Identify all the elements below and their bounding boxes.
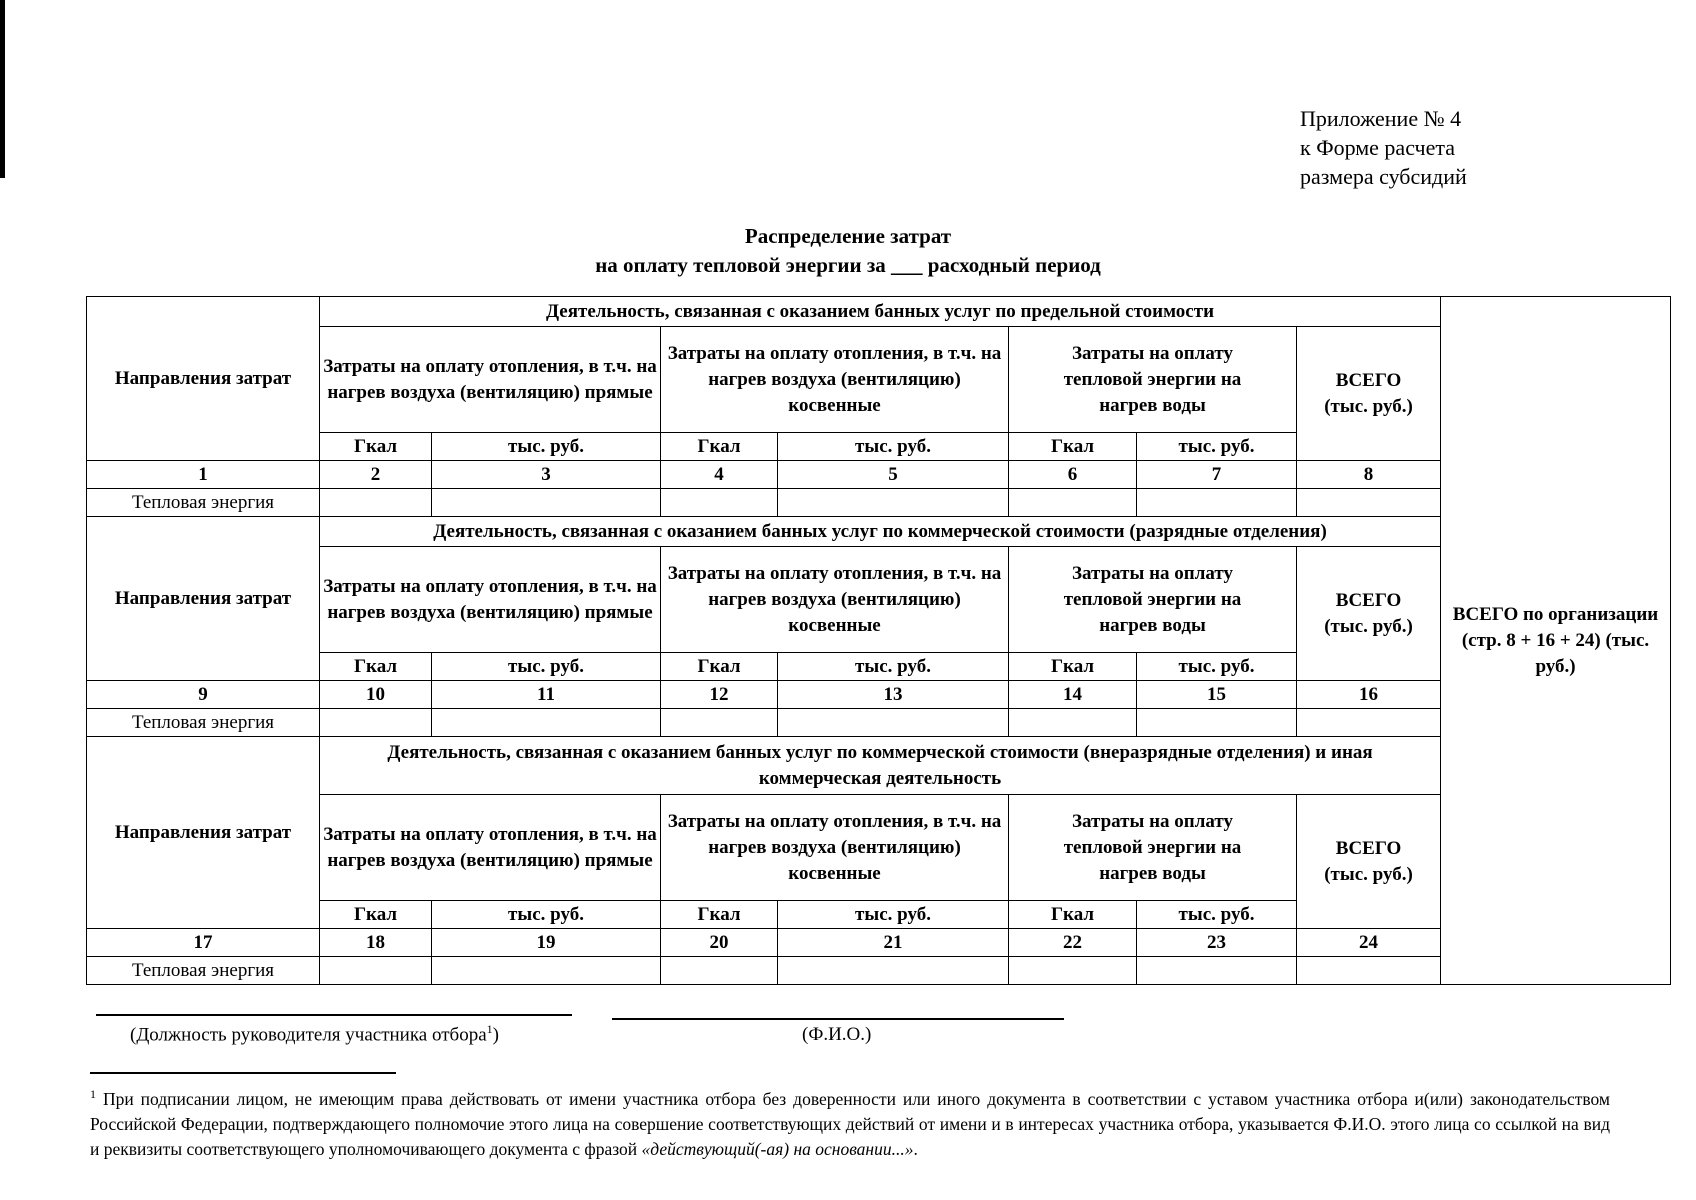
value-cell[interactable] bbox=[661, 957, 778, 985]
signature-line-name bbox=[612, 1018, 1064, 1020]
footnote-mark: 1 bbox=[90, 1087, 96, 1101]
value-cell[interactable] bbox=[1297, 489, 1441, 517]
unit-gcal: Гкал bbox=[661, 653, 778, 681]
footnote-italic: «действующий(-ая) на основании...» bbox=[641, 1138, 914, 1159]
column-number: 13 bbox=[778, 681, 1009, 709]
title-line-1: Распределение затрат bbox=[744, 224, 952, 248]
unit-rub: тыс. руб. bbox=[1137, 433, 1297, 461]
value-cell[interactable] bbox=[320, 489, 432, 517]
appendix-line-1: Приложение № 4 bbox=[1300, 106, 1462, 131]
value-cell[interactable] bbox=[1137, 489, 1297, 517]
column-number: 10 bbox=[320, 681, 432, 709]
column-number: 22 bbox=[1009, 929, 1137, 957]
unit-gcal: Гкал bbox=[661, 433, 778, 461]
row-label-heat-energy: Тепловая энергия bbox=[87, 489, 320, 517]
appendix-note bbox=[1300, 104, 1467, 191]
column-number: 6 bbox=[1009, 461, 1137, 489]
value-cell[interactable] bbox=[432, 489, 661, 517]
row-label-heat-energy: Тепловая энергия bbox=[87, 709, 320, 737]
value-cell[interactable] bbox=[661, 489, 778, 517]
column-number: 19 bbox=[432, 929, 661, 957]
section-title: Деятельность, связанная с оказанием банных услуг по коммерческой стоимости (разрядные отделения) bbox=[320, 517, 1441, 547]
unit-rub: тыс. руб. bbox=[432, 653, 661, 681]
unit-rub: тыс. руб. bbox=[778, 901, 1009, 929]
column-number: 14 bbox=[1009, 681, 1137, 709]
column-number: 17 bbox=[87, 929, 320, 957]
footnote-text: При подписании лицом, не имеющим права действовать от имени участника отбора без доверенности или иного документа в соответствии с уставом участника отбора и(или) законодательством Российской Федерации, подтверждающего полномочие этого лица на совершение соответствующих действий от имени и в интересах участника отбора, указывается Ф.И.О. этого лица со ссылкой на вид и реквизиты соответствующего уполномочивающего документа с фразой bbox=[90, 1088, 1610, 1159]
column-number: 5 bbox=[778, 461, 1009, 489]
column-number: 12 bbox=[661, 681, 778, 709]
section-title: Деятельность, связанная с оказанием банных услуг по коммерческой стоимости (внеразрядные отделения) и иная коммерческая деятельность bbox=[320, 737, 1441, 795]
cost-indirect-header: Затраты на оплату отопления, в т.ч. на нагрев воздуха (вентиляцию) косвенные bbox=[661, 547, 1009, 653]
value-cell[interactable] bbox=[432, 709, 661, 737]
value-cell[interactable] bbox=[778, 957, 1009, 985]
row-label-heat-energy: Тепловая энергия bbox=[87, 957, 320, 985]
unit-gcal: Гкал bbox=[1009, 433, 1137, 461]
cost-water-header: Затраты на оплату тепловой энергии на нагрев воды bbox=[1009, 795, 1297, 901]
unit-rub: тыс. руб. bbox=[432, 901, 661, 929]
cost-direct-header: Затраты на оплату отопления, в т.ч. на нагрев воздуха (вентиляцию) прямые bbox=[320, 327, 661, 433]
column-number: 7 bbox=[1137, 461, 1297, 489]
signature-line-position bbox=[96, 1014, 572, 1016]
value-cell[interactable] bbox=[778, 709, 1009, 737]
signature-position-label bbox=[130, 1022, 499, 1046]
total-header: ВСЕГО (тыс. руб.) bbox=[1297, 795, 1441, 929]
value-cell[interactable] bbox=[432, 957, 661, 985]
title-line-2: на оплату тепловой энергии за ___ расходный период bbox=[595, 253, 1101, 277]
column-number: 15 bbox=[1137, 681, 1297, 709]
unit-rub: тыс. руб. bbox=[778, 433, 1009, 461]
cost-water-header: Затраты на оплату тепловой энергии на нагрев воды bbox=[1009, 327, 1297, 433]
column-number: 1 bbox=[87, 461, 320, 489]
column-number: 2 bbox=[320, 461, 432, 489]
footnote-separator bbox=[90, 1072, 396, 1074]
column-number: 11 bbox=[432, 681, 661, 709]
cost-direct-header: Затраты на оплату отопления, в т.ч. на нагрев воздуха (вентиляцию) прямые bbox=[320, 795, 661, 901]
value-cell[interactable] bbox=[778, 489, 1009, 517]
total-header: ВСЕГО (тыс. руб.) bbox=[1297, 327, 1441, 461]
direction-header: Направления затрат bbox=[87, 517, 320, 681]
position-close: ) bbox=[492, 1024, 499, 1046]
column-number: 21 bbox=[778, 929, 1009, 957]
section-title: Деятельность, связанная с оказанием банных услуг по предельной стоимости bbox=[320, 297, 1441, 327]
column-number: 23 bbox=[1137, 929, 1297, 957]
direction-header: Направления затрат bbox=[87, 737, 320, 929]
value-cell[interactable] bbox=[320, 709, 432, 737]
cost-indirect-header: Затраты на оплату отопления, в т.ч. на нагрев воздуха (вентиляцию) косвенные bbox=[661, 327, 1009, 433]
footnote-end: . bbox=[913, 1138, 918, 1159]
cost-distribution-table bbox=[86, 296, 1671, 985]
unit-gcal: Гкал bbox=[661, 901, 778, 929]
appendix-line-3: размера субсидий bbox=[1300, 164, 1467, 189]
unit-rub: тыс. руб. bbox=[778, 653, 1009, 681]
value-cell[interactable] bbox=[1137, 957, 1297, 985]
document-title bbox=[0, 222, 1696, 280]
value-cell[interactable] bbox=[1137, 709, 1297, 737]
total-header: ВСЕГО (тыс. руб.) bbox=[1297, 547, 1441, 681]
position-text: (Должность руководителя участника отбора bbox=[130, 1024, 487, 1046]
signature-name-label: (Ф.И.О.) bbox=[802, 1024, 872, 1045]
column-number: 9 bbox=[87, 681, 320, 709]
org-total-header: ВСЕГО по организации (стр. 8 + 16 + 24) (тыс. руб.) bbox=[1441, 297, 1671, 985]
value-cell[interactable] bbox=[320, 957, 432, 985]
column-number: 20 bbox=[661, 929, 778, 957]
value-cell[interactable] bbox=[1297, 709, 1441, 737]
unit-rub: тыс. руб. bbox=[1137, 653, 1297, 681]
value-cell[interactable] bbox=[1297, 957, 1441, 985]
value-cell[interactable] bbox=[1009, 709, 1137, 737]
value-cell[interactable] bbox=[661, 709, 778, 737]
footnote-ref: 1 bbox=[486, 1022, 493, 1036]
footnote bbox=[90, 1082, 1610, 1162]
unit-gcal: Гкал bbox=[320, 653, 432, 681]
unit-gcal: Гкал bbox=[1009, 653, 1137, 681]
unit-gcal: Гкал bbox=[320, 433, 432, 461]
cost-water-header: Затраты на оплату тепловой энергии на нагрев воды bbox=[1009, 547, 1297, 653]
unit-rub: тыс. руб. bbox=[432, 433, 661, 461]
cost-indirect-header: Затраты на оплату отопления, в т.ч. на нагрев воздуха (вентиляцию) косвенные bbox=[661, 795, 1009, 901]
value-cell[interactable] bbox=[1009, 489, 1137, 517]
value-cell[interactable] bbox=[1009, 957, 1137, 985]
column-number: 24 bbox=[1297, 929, 1441, 957]
column-number: 4 bbox=[661, 461, 778, 489]
appendix-line-2: к Форме расчета bbox=[1300, 135, 1455, 160]
unit-rub: тыс. руб. bbox=[1137, 901, 1297, 929]
column-number: 8 bbox=[1297, 461, 1441, 489]
column-number: 18 bbox=[320, 929, 432, 957]
unit-gcal: Гкал bbox=[1009, 901, 1137, 929]
cost-direct-header: Затраты на оплату отопления, в т.ч. на нагрев воздуха (вентиляцию) прямые bbox=[320, 547, 661, 653]
column-number: 16 bbox=[1297, 681, 1441, 709]
column-number: 3 bbox=[432, 461, 661, 489]
scan-edge-mark bbox=[0, 0, 5, 178]
unit-gcal: Гкал bbox=[320, 901, 432, 929]
direction-header: Направления затрат bbox=[87, 297, 320, 461]
